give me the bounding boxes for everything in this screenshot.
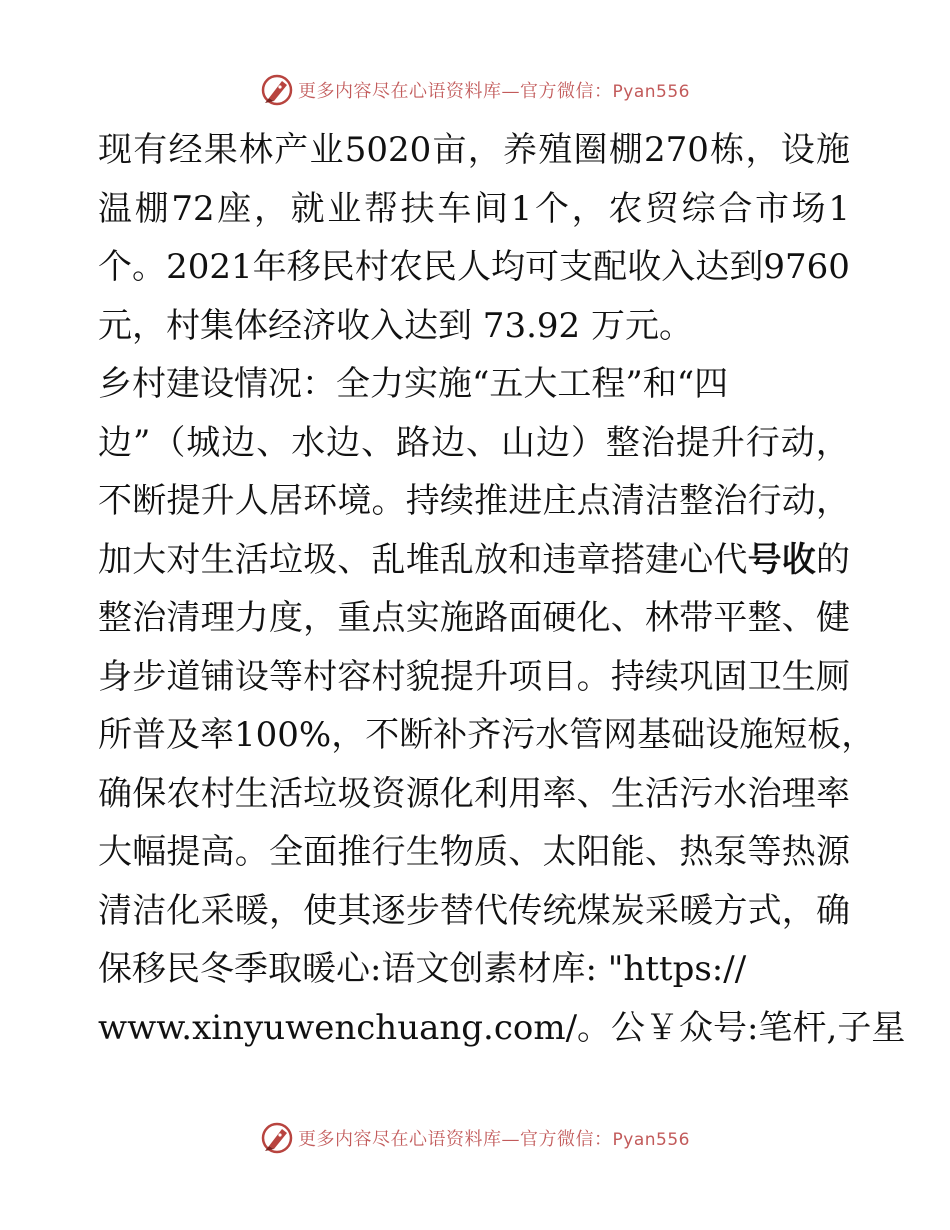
- body-line: 身 步 道 铺 设 等 村 容 村 貌 提 升 项 目 。 持 续 巩 固 卫 生 厕: [98, 656, 850, 697]
- body-line: 保移民冬季取暖心:语文创素材库: "https://: [98, 949, 747, 989]
- body-line: 乡村建设情况：全力实施“五大工程”和“四: [98, 364, 729, 404]
- body-line: 加 大 对 生 活 垃 圾 、 乱 堆 乱 放 和 违 章 搭 建 心 代 号 收 的: [98, 539, 850, 580]
- header-banner: [0, 70, 950, 110]
- body-line: www.xinyuwenchuang.com/ 。 公 ￥ 众 号 : 笔 杆 , 子 星: [98, 1007, 906, 1048]
- body-line: 边 ” （ 城 边 、 水 边 、 路 边 、 山 边 ） 整 治 提 升 行 动 ，: [98, 422, 850, 463]
- body-line: 清 洁 化 采 暖 ， 使 其 逐 步 替 代 传 统 煤 炭 采 暖 方 式 ， 确: [98, 890, 850, 931]
- footer-banner-text: 更多内容尽在心语资料库—官方微信：Pyan556: [298, 1129, 690, 1150]
- body-line: 现 有 经 果 林 产 业 5020 亩 ， 养 殖 圈 棚 270 栋 ， 设 施: [98, 130, 850, 170]
- document-body: [98, 121, 906, 1057]
- body-line: 确 保 农 村 生 活 垃 圾 资 源 化 利 用 率 、 生 活 污 水 治 理 率: [98, 773, 850, 814]
- footer-banner: [0, 1118, 950, 1158]
- body-line: 不 断 提 升 人 居 环 境 。 持 续 推 进 庄 点 清 洁 整 治 行 动 ，: [98, 481, 850, 521]
- body-line: 所 普 及 率 100% ， 不 断 补 齐 污 水 管 网 基 础 设 施 短 板 ，: [98, 715, 876, 755]
- pen-nib-logo-icon: [260, 73, 294, 107]
- body-line: 温 棚 72 座 ， 就 业 帮 扶 车 间 1 个 ， 农 贸 综 合 市 场 1: [98, 188, 850, 229]
- body-line: 大 幅 提 高 。 全 面 推 行 生 物 质 、 太 阳 能 、 热 泵 等 热 源: [98, 832, 850, 872]
- header-banner-text: 更多内容尽在心语资料库—官方微信：Pyan556: [298, 81, 690, 102]
- body-line: 整 治 清 理 力 度 ， 重 点 实 施 路 面 硬 化 、 林 带 平 整 、 健: [98, 598, 850, 638]
- body-line: 元，村集体经济收入达到 73.92 万元。: [98, 305, 693, 346]
- pen-nib-logo-icon: [260, 1121, 294, 1155]
- body-line: 个 。 2021 年 移 民 村 农 民 人 均 可 支 配 收 入 达 到 9760: [98, 247, 850, 287]
